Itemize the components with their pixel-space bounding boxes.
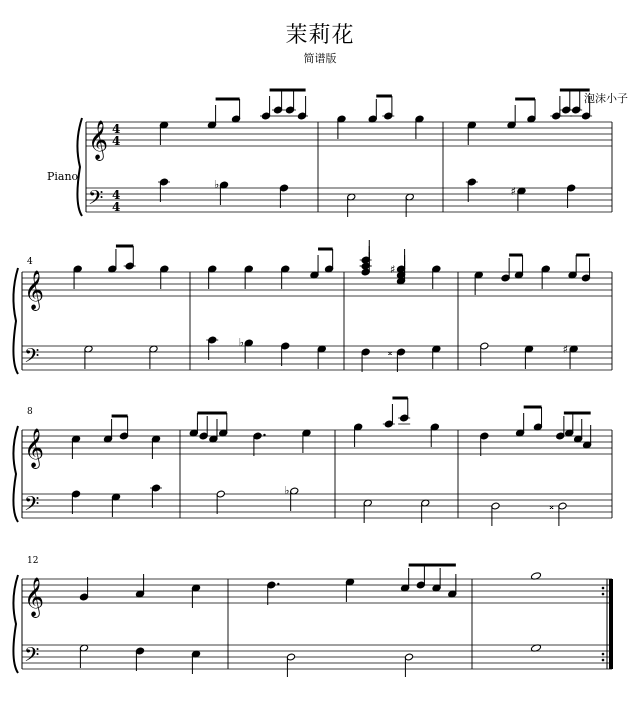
repeat-dot <box>602 593 605 596</box>
bass-clef: 𝄢 <box>88 186 104 214</box>
sharp-sign: ♯ <box>562 343 568 356</box>
brace <box>13 575 18 673</box>
augmentation-dot <box>277 583 279 585</box>
score-subtitle: 简谱版 <box>303 52 337 65</box>
treble-clef: 𝄞 <box>24 270 45 310</box>
flat-sign: ♭ <box>238 336 244 349</box>
time-signature-denominator: 4 <box>112 200 121 214</box>
bass-clef: 𝄢 <box>24 643 40 671</box>
sharp-sign: ♯ <box>510 185 516 198</box>
treble-clef: 𝄞 <box>24 577 45 617</box>
flat-sign: ♭ <box>214 178 220 191</box>
double-sharp-sign: 𝄪 <box>549 502 554 512</box>
treble-clef: 𝄞 <box>88 120 109 160</box>
time-signature-numerator: 4 <box>112 122 121 136</box>
composer-credit: 泡沫小子 <box>584 92 628 105</box>
bass-clef: 𝄢 <box>24 492 40 520</box>
brace <box>77 118 82 216</box>
time-signature-numerator: 4 <box>112 188 121 202</box>
brace <box>13 268 18 374</box>
brace <box>13 426 18 522</box>
double-sharp-sign: 𝄪 <box>388 348 393 358</box>
treble-clef: 𝄞 <box>24 428 45 468</box>
measure-number: 12 <box>27 556 39 566</box>
instrument-label: Piano <box>47 170 79 183</box>
augmentation-dot <box>263 434 265 436</box>
time-signature-denominator: 4 <box>112 134 121 148</box>
repeat-dot <box>602 587 605 590</box>
bass-clef: 𝄢 <box>24 344 40 372</box>
measure-number: 4 <box>27 257 33 267</box>
measure-number: 8 <box>27 407 33 417</box>
repeat-dot <box>602 659 605 662</box>
sharp-sign: ♯ <box>390 263 396 276</box>
repeat-dot <box>602 653 605 656</box>
flat-sign: ♭ <box>284 484 290 497</box>
score-title: 茉莉花 <box>285 23 355 48</box>
final-barline-thick <box>609 579 613 669</box>
